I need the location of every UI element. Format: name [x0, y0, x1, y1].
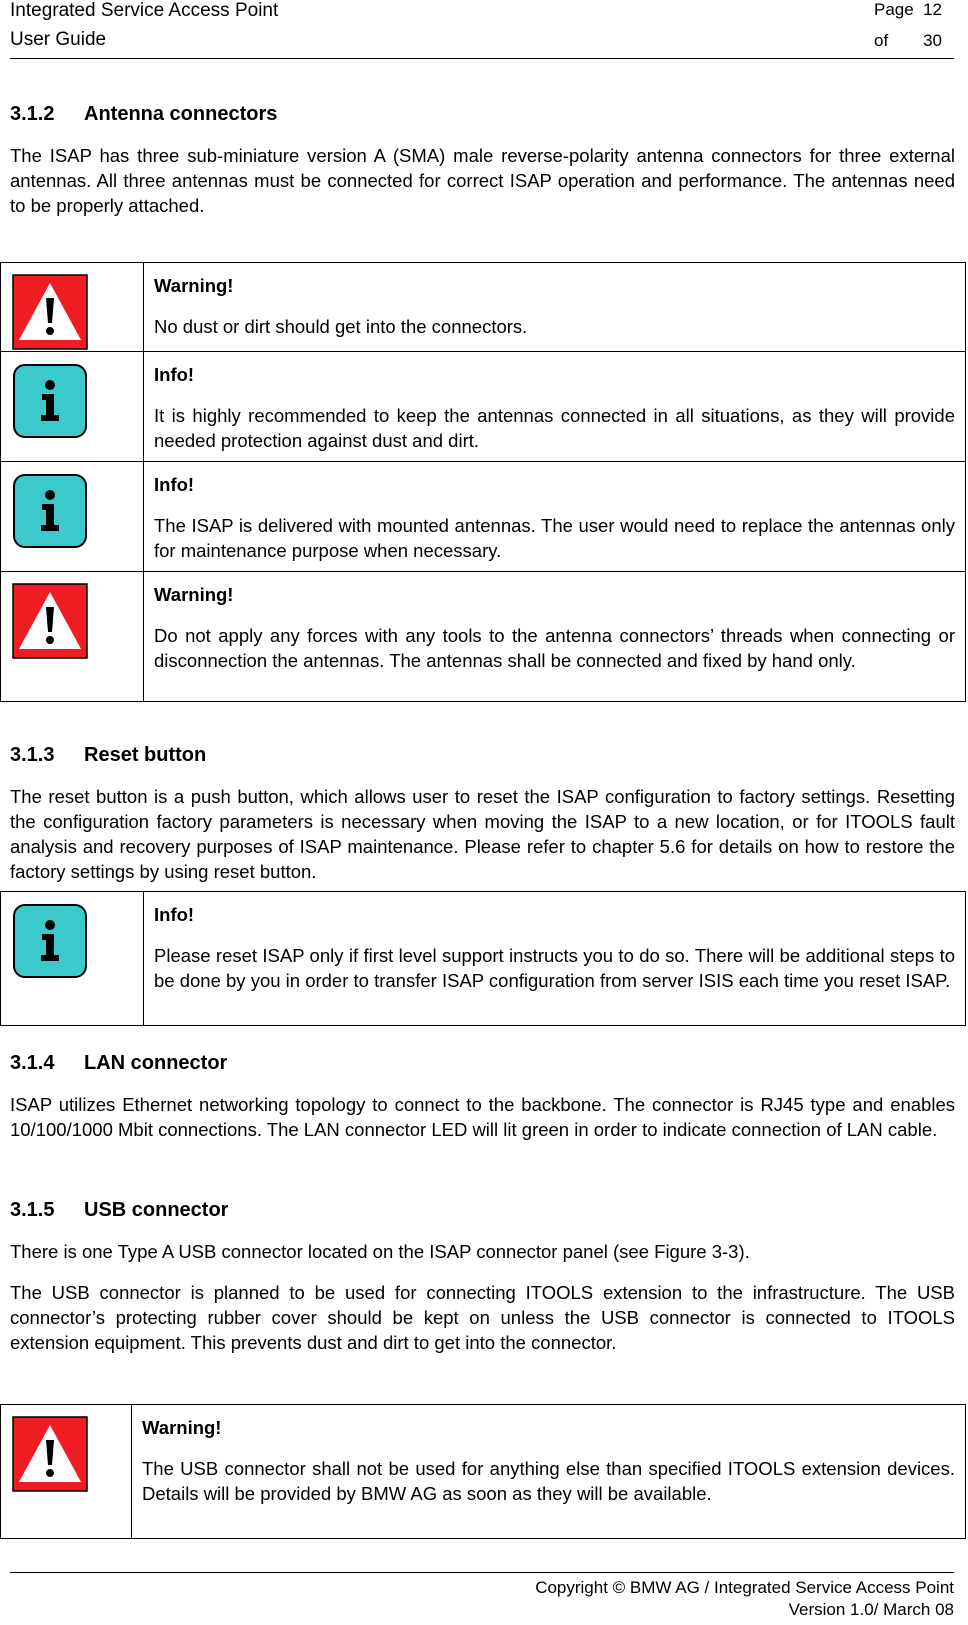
antenna-notes-table	[0, 262, 966, 702]
of-label: of	[874, 31, 889, 50]
section-title: Reset button	[84, 744, 207, 766]
note-title: Info!	[154, 474, 195, 495]
note-row	[1, 1405, 966, 1539]
note-text: The ISAP is delivered with mounted antennas. The user would need to replace the antennas only for maintenance purpose when necessary.	[154, 515, 955, 561]
section-heading-antenna-connectors	[10, 103, 277, 126]
section-heading-usb-connector	[10, 1199, 228, 1222]
footer-copyright: Copyright © BMW AG / Integrated Service Access Point	[535, 1578, 954, 1597]
note-row	[1, 352, 966, 462]
note-row	[1, 572, 966, 702]
lan-paragraph: ISAP utilizes Ethernet networking topology to connect to the backbone. The connector is RJ45 type and enables 10/100/1000 Mbit connections. The LAN connector LED will lit green in order to indicate connection of LAN cable.	[10, 1094, 955, 1140]
usb-notes-table	[0, 1404, 966, 1539]
note-text: No dust or dirt should get into the connectors.	[154, 316, 528, 337]
note-row	[1, 462, 966, 572]
total-pages: 30	[923, 31, 942, 50]
page-indicator	[874, 0, 942, 62]
antenna-paragraph: The ISAP has three sub-miniature version A (SMA) male reverse-polarity antenna connectors for three external antennas. All three antennas must be connected for correct ISAP operation and performance. The antennas need to be properly attached.	[10, 145, 955, 216]
note-title: Warning!	[154, 275, 234, 296]
page-header	[10, 0, 954, 59]
note-text: The USB connector shall not be used for anything else than specified ITOOLS extension devices. Details will be provided by BMW AG as soon as they will be available.	[142, 1458, 955, 1504]
usb-paragraph-2: The USB connector is planned to be used for connecting ITOOLS extension to the infrastructure. The USB connector’s protecting rubber cover should be kept on unless the USB connector is connected to ITOOLS extension equipment. This prevents dust and dirt to get into the connector.	[10, 1282, 955, 1353]
section-number: 3.1.4	[10, 1052, 55, 1074]
reset-paragraph: The reset button is a push button, which allows user to reset the ISAP configuration to factory settings. Resetting the configuration factory parameters is necessary when moving the ISAP to a new location, or for ITOOLS fault analysis and recovery purposes of ISAP maintenance. Please refer to chapter 5.6 for details on how to restore the factory settings by using reset button.	[10, 786, 955, 882]
usb-paragraph-1: There is one Type A USB connector located on the ISAP connector panel (see Figure 3-3).	[10, 1241, 750, 1262]
section-number: 3.1.5	[10, 1199, 55, 1221]
section-heading-reset-button	[10, 744, 206, 767]
note-title: Info!	[154, 364, 195, 385]
section-title: USB connector	[84, 1199, 229, 1221]
footer-version: Version 1.0/ March 08	[788, 1600, 954, 1619]
section-title: LAN connector	[84, 1052, 228, 1074]
warning-icon	[12, 274, 88, 350]
note-row	[1, 892, 966, 1026]
document-title: Integrated Service Access Point	[10, 0, 279, 21]
document-subtitle: User Guide	[10, 29, 107, 50]
warning-icon	[12, 583, 88, 659]
note-text: Do not apply any forces with any tools to the antenna connectors’ threads when connecting or disconnection the antennas. The antennas shall be connected and fixed by hand only.	[154, 625, 955, 671]
warning-icon	[12, 1416, 88, 1492]
info-icon	[12, 363, 88, 439]
page-label: Page	[874, 0, 914, 19]
page-footer	[10, 1572, 954, 1621]
page-number: 12	[923, 0, 942, 19]
info-icon	[12, 473, 88, 549]
info-icon	[12, 903, 88, 979]
note-text: Please reset ISAP only if first level support instructs you to do so. There will be additional steps to be done by you in order to transfer ISAP configuration from server ISIS each time you reset ISAP.	[154, 945, 955, 991]
section-heading-lan-connector	[10, 1052, 227, 1075]
note-text: It is highly recommended to keep the antennas connected in all situations, as they will provide needed protection against dust and dirt.	[154, 405, 955, 451]
note-title: Warning!	[142, 1417, 222, 1438]
reset-notes-table	[0, 891, 966, 1026]
note-row	[1, 263, 966, 352]
section-number: 3.1.3	[10, 744, 55, 766]
note-title: Info!	[154, 904, 195, 925]
section-title: Antenna connectors	[84, 103, 278, 125]
note-title: Warning!	[154, 584, 234, 605]
section-number: 3.1.2	[10, 103, 55, 125]
